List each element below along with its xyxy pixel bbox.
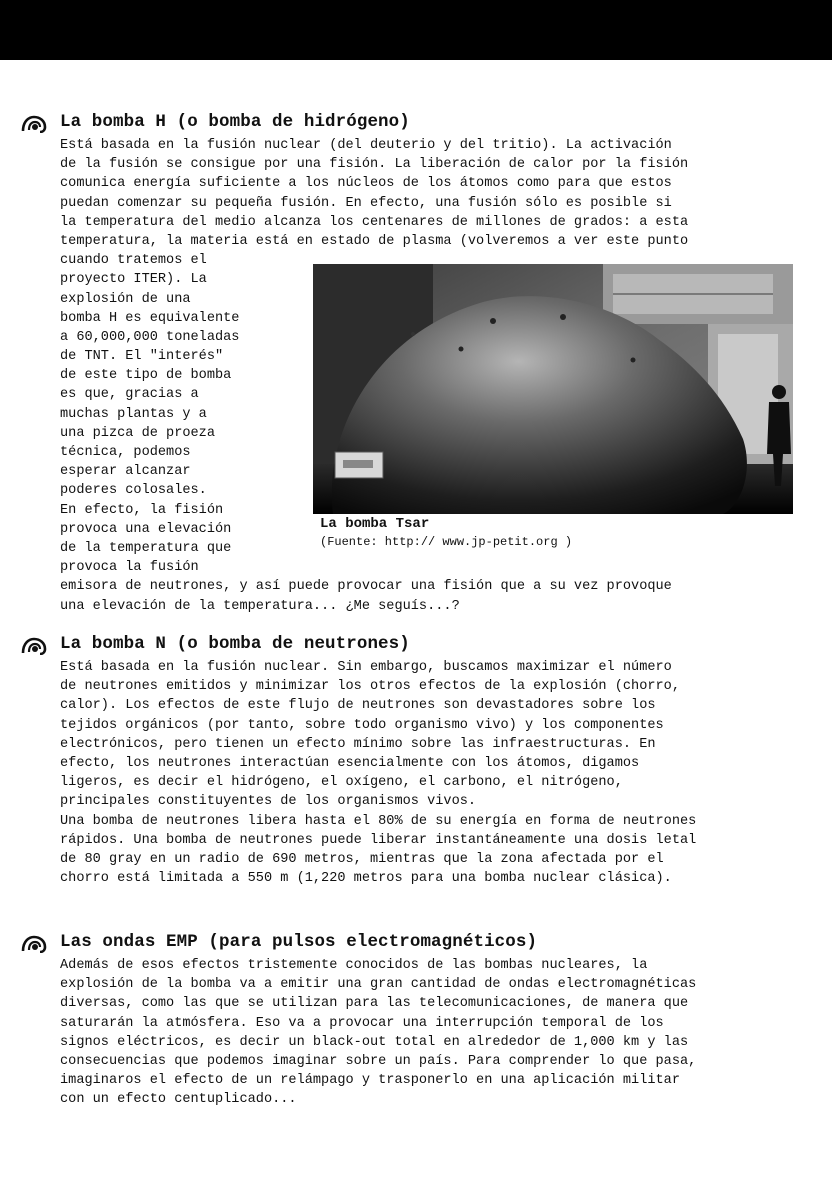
- tsar-bomb-photo: [313, 264, 793, 514]
- body-line: En efecto, la fisión: [60, 502, 224, 518]
- body-line: tejidos orgánicos (por tanto, sobre todo organismo vivo) y los componentes: [60, 717, 664, 733]
- body-line: proyecto ITER). La: [60, 272, 207, 288]
- tsar-bomb-image: [313, 264, 793, 514]
- body-line: calor). Los efectos de este flujo de neutrones son devastadores sobre los: [60, 698, 656, 714]
- body-line: principales constituyentes de los organismos vivos.: [60, 794, 477, 810]
- body-line: una pizca de proeza: [60, 425, 215, 441]
- body-line: poderes colosales.: [60, 483, 207, 499]
- caption-source: (Fuente: http:// www.jp-petit.org ): [320, 535, 573, 549]
- body-line: emisora de neutrones, y así puede provocar una fisión que a su vez provoque: [60, 579, 672, 595]
- body-line: Está basada en la fusión nuclear (del deuterio y del tritio). La activación: [60, 138, 672, 153]
- body-line: cuando tratemos el: [60, 253, 207, 269]
- body-line: muchas plantas y a: [60, 406, 207, 422]
- top-black-bar: [0, 0, 832, 60]
- body-line: explosión de la bomba va a emitir una gran cantidad de ondas electromagnéticas: [60, 977, 697, 993]
- body-line: chorro está limitada a 550 m (1,220 metros para una bomba nuclear clásica).: [60, 871, 672, 887]
- section-emp: [20, 932, 812, 1110]
- body-line: a 60,000,000 toneladas: [60, 329, 240, 345]
- body-line: comunica energía suficiente a los núcleos de los átomos como para que estos: [60, 176, 672, 192]
- section-title: La bomba H (o bomba de hidrógeno): [60, 112, 410, 132]
- body-line: de TNT. El "interés": [60, 349, 224, 365]
- section-title: Las ondas EMP (para pulsos electromagnéticos): [60, 932, 538, 952]
- spiral-bullet-icon: [20, 637, 48, 655]
- body-line: provoca la fusión: [60, 560, 199, 576]
- body-line: técnica, podemos: [60, 445, 191, 460]
- body-line: bomba H es equivalente: [60, 310, 240, 326]
- body-line: puedan comenzar su pequeña fusión. En efecto, una fusión sólo es posible si: [60, 195, 672, 211]
- body-line: de neutrones emitidos y minimizar los otros efectos de la explosión (chorro,: [60, 679, 680, 695]
- section-heading: [20, 112, 812, 136]
- body-line: es que, gracias a: [60, 387, 199, 403]
- body-line: Además de esos efectos tristemente conocidos de las bombas nucleares, la: [60, 958, 648, 973]
- body-line: una elevación de la temperatura... ¿Me seguís...?: [60, 598, 460, 614]
- body-line: explosión de una: [60, 291, 191, 307]
- section-title: La bomba N (o bomba de neutrones): [60, 634, 410, 654]
- section-body: [60, 956, 812, 1110]
- body-line: esperar alcanzar: [60, 464, 191, 480]
- section-n-bomb: [20, 634, 812, 888]
- body-line: efecto, los neutrones interactúan esencialmente con los átomos, digamos: [60, 755, 640, 771]
- body-line: imaginaros el efecto de un relámpago y trasponerlo en una aplicación militar: [60, 1073, 680, 1089]
- body-line: electrónicos, pero tienen un efecto mínimo sobre las infraestructuras. En: [60, 736, 656, 752]
- body-line: consecuencias que podemos imaginar sobre un país. Para comprender lo que pasa,: [60, 1053, 697, 1069]
- body-line: de la temperatura que: [60, 540, 232, 556]
- section-heading: [20, 932, 812, 956]
- body-line: con un efecto centuplicado...: [60, 1092, 297, 1108]
- body-line: Una bomba de neutrones libera hasta el 80% de su energía en forma de neutrones: [60, 813, 697, 829]
- body-line: diversas, como las que se utilizan para las telecomunicaciones, de manera que: [60, 996, 689, 1012]
- body-line: rápidos. Una bomba de neutrones puede liberar instantáneamente una dosis letal: [60, 832, 697, 848]
- body-line: de 80 gray en un radio de 690 metros, mientras que la zona afectada por el: [60, 851, 664, 867]
- body-line: temperatura, la materia está en estado de plasma (volveremos a ver este punto: [60, 233, 689, 249]
- body-line: de la fusión se consigue por una fisión. La liberación de calor por la fisión: [60, 157, 689, 173]
- caption-title: La bomba Tsar: [320, 516, 430, 532]
- body-line: Está basada en la fusión nuclear. Sin embargo, buscamos maximizar el número: [60, 660, 672, 675]
- section-body: [60, 658, 812, 888]
- body-line: la temperatura del medio alcanza los centenares de millones de grados: a esta: [60, 214, 689, 230]
- spiral-bullet-icon: [20, 935, 48, 953]
- body-line: de este tipo de bomba: [60, 368, 232, 384]
- spiral-bullet-icon: [20, 115, 48, 133]
- body-line: signos eléctricos, es decir un black-out total en alrededor de 1,000 km y las: [60, 1034, 689, 1050]
- section-heading: [20, 634, 812, 658]
- body-line: ligeros, es decir el hidrógeno, el oxígeno, el carbono, el nitrógeno,: [60, 775, 623, 791]
- figure-caption: [320, 516, 572, 549]
- body-line: provoca una elevación: [60, 521, 232, 537]
- body-line: saturarán la atmósfera. Eso va a provocar una interrupción temporal de los: [60, 1015, 664, 1031]
